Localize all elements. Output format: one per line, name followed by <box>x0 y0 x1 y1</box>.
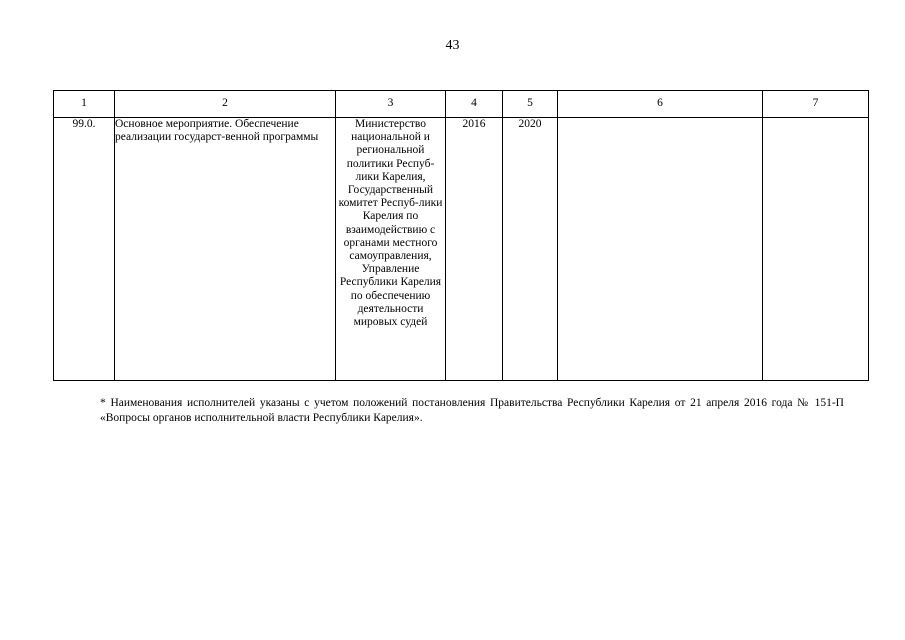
program-table <box>53 90 869 381</box>
column-header-1: 1 <box>54 91 115 118</box>
column-header-4: 4 <box>446 91 503 118</box>
column-header-2: 2 <box>115 91 336 118</box>
cell-col7 <box>763 118 869 381</box>
column-header-3: 3 <box>336 91 446 118</box>
column-header-5: 5 <box>503 91 558 118</box>
cell-activity: Основное мероприятие. Обеспечение реализации государст-венной программы <box>115 118 336 381</box>
cell-start-year: 2016 <box>446 118 503 381</box>
cell-col6 <box>558 118 763 381</box>
table-header-row <box>54 91 869 118</box>
table-row <box>54 118 869 381</box>
cell-end-year: 2020 <box>503 118 558 381</box>
cell-executor: Министерство национальной и региональной политики Респуб-лики Карелия, Государственный комитет Респуб-лики Карелия по взаимодействию с органами местного самоуправления, Управление Республики Карелия по обеспечению деятельности мировых судей <box>336 118 446 381</box>
page-number: 43 <box>445 38 460 53</box>
column-header-6: 6 <box>558 91 763 118</box>
column-header-7: 7 <box>763 91 869 118</box>
footnote: * Наименования исполнителей указаны с учетом положений постановления Правительства Республики Карелия от 21 апреля 2016 года № 151-П «Вопросы органов исполнительной власти Республики Карелия». <box>100 397 844 424</box>
cell-code: 99.0. <box>54 118 115 381</box>
